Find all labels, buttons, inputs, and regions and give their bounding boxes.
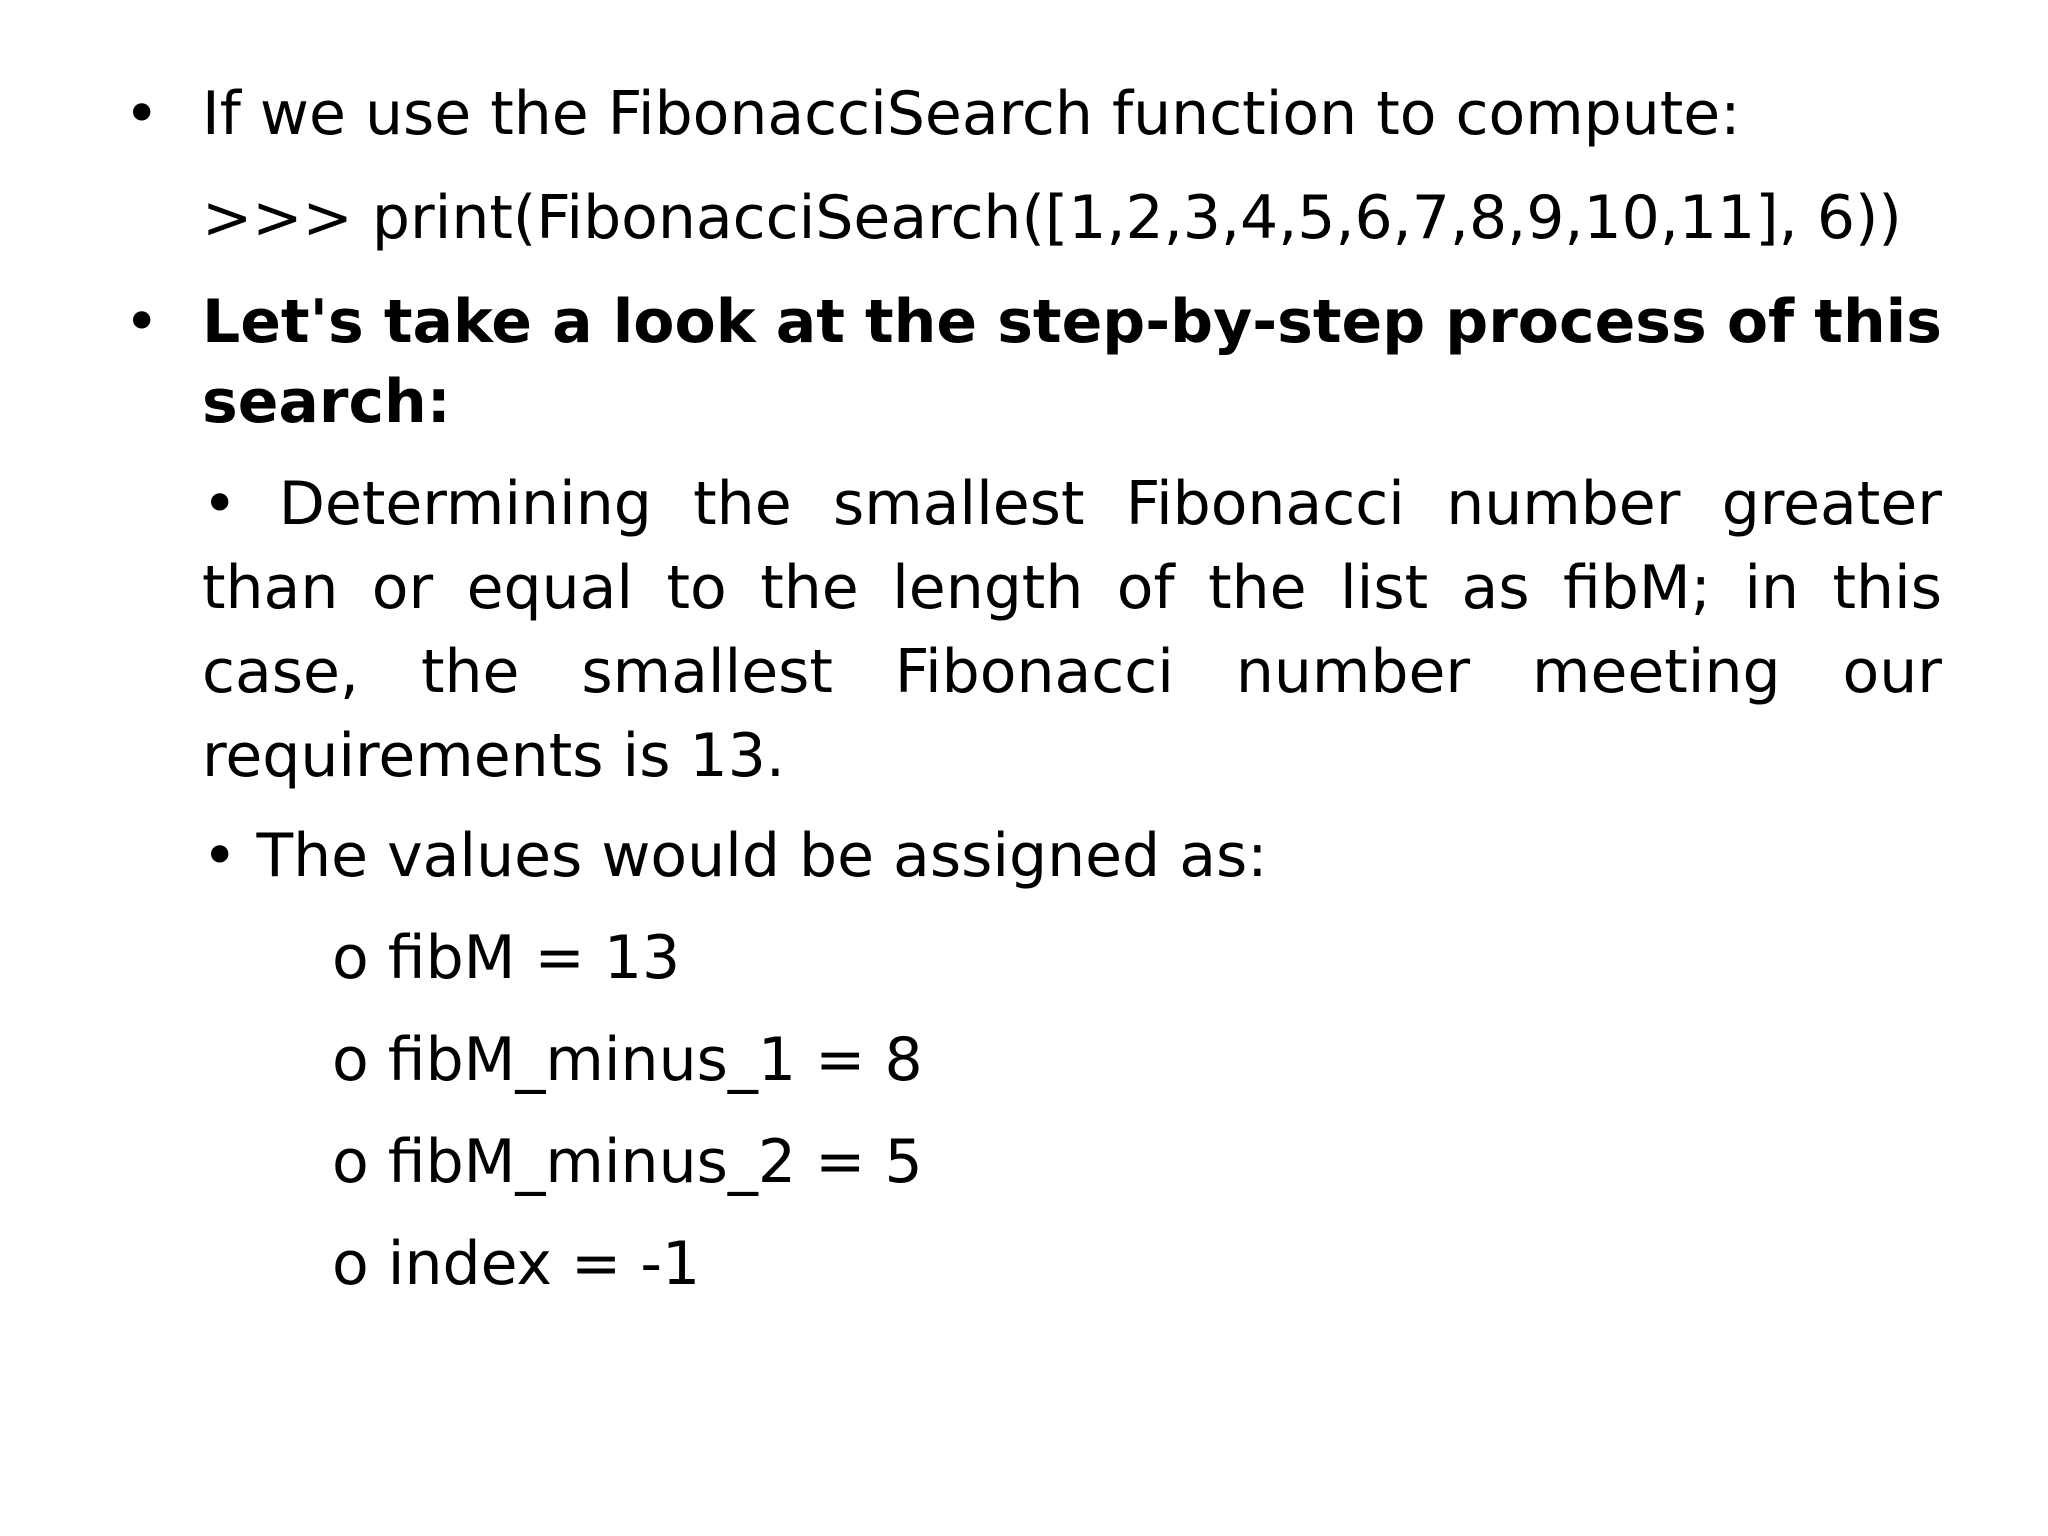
bullet-dot: • <box>124 287 160 357</box>
sub-bullet-2-text: • The values would be assigned as: <box>202 821 1268 891</box>
word: the <box>420 637 520 707</box>
word: list <box>1339 553 1429 623</box>
word: • <box>202 469 238 539</box>
word: in <box>1744 553 1800 623</box>
word: meeting <box>1532 637 1781 707</box>
word: this <box>1832 553 1942 623</box>
word: our <box>1842 637 1942 707</box>
code-example: >>> print(FibonacciSearch([1,2,3,4,5,6,7,8,9,10,11], 6)) <box>202 183 1902 253</box>
word: of <box>1726 287 1795 357</box>
word: Fibonacci <box>1125 469 1405 539</box>
word: smallest <box>581 637 833 707</box>
word: case, <box>202 637 360 707</box>
word: at <box>775 287 845 357</box>
word: number <box>1446 469 1681 539</box>
word: this <box>1814 287 1942 357</box>
sub-bullet-1-line-3 <box>202 630 1942 714</box>
word: greater <box>1721 469 1942 539</box>
word: process <box>1445 287 1707 357</box>
bullet-dot: • <box>124 79 160 149</box>
word: smallest <box>832 469 1085 539</box>
word: to <box>666 553 727 623</box>
word: look <box>612 287 756 357</box>
word: Determining <box>278 469 652 539</box>
assignment-fibm: o fibM = 13 <box>332 923 681 993</box>
word: length <box>892 553 1084 623</box>
bullet-2-line-2: search: <box>202 367 451 437</box>
bullet-2-line-1 <box>202 280 1942 364</box>
word: than <box>202 553 339 623</box>
word: fibM; <box>1563 553 1711 623</box>
word: equal <box>466 553 634 623</box>
assignment-index: o index = -1 <box>332 1229 701 1299</box>
word: the <box>1208 553 1307 623</box>
word: take <box>383 287 532 357</box>
sub-bullet-1-line-1 <box>202 462 1942 546</box>
word: number <box>1235 637 1471 707</box>
word: Let's <box>202 287 364 357</box>
bullet-1-text: If we use the FibonacciSearch function to compute: <box>202 79 1741 149</box>
sub-bullet-1-line-4: requirements is 13. <box>202 721 785 791</box>
word: the <box>693 469 792 539</box>
word: the <box>760 553 859 623</box>
word: step-by-step <box>997 287 1426 357</box>
word: the <box>865 287 978 357</box>
assignment-fibm-minus-1: o fibM_minus_1 = 8 <box>332 1025 923 1095</box>
assignment-fibm-minus-2: o fibM_minus_2 = 5 <box>332 1127 923 1197</box>
word: of <box>1116 553 1175 623</box>
word: or <box>371 553 434 623</box>
word: Fibonacci <box>894 637 1174 707</box>
word: as <box>1461 553 1530 623</box>
sub-bullet-1-line-2 <box>202 546 1942 630</box>
word: a <box>552 287 593 357</box>
